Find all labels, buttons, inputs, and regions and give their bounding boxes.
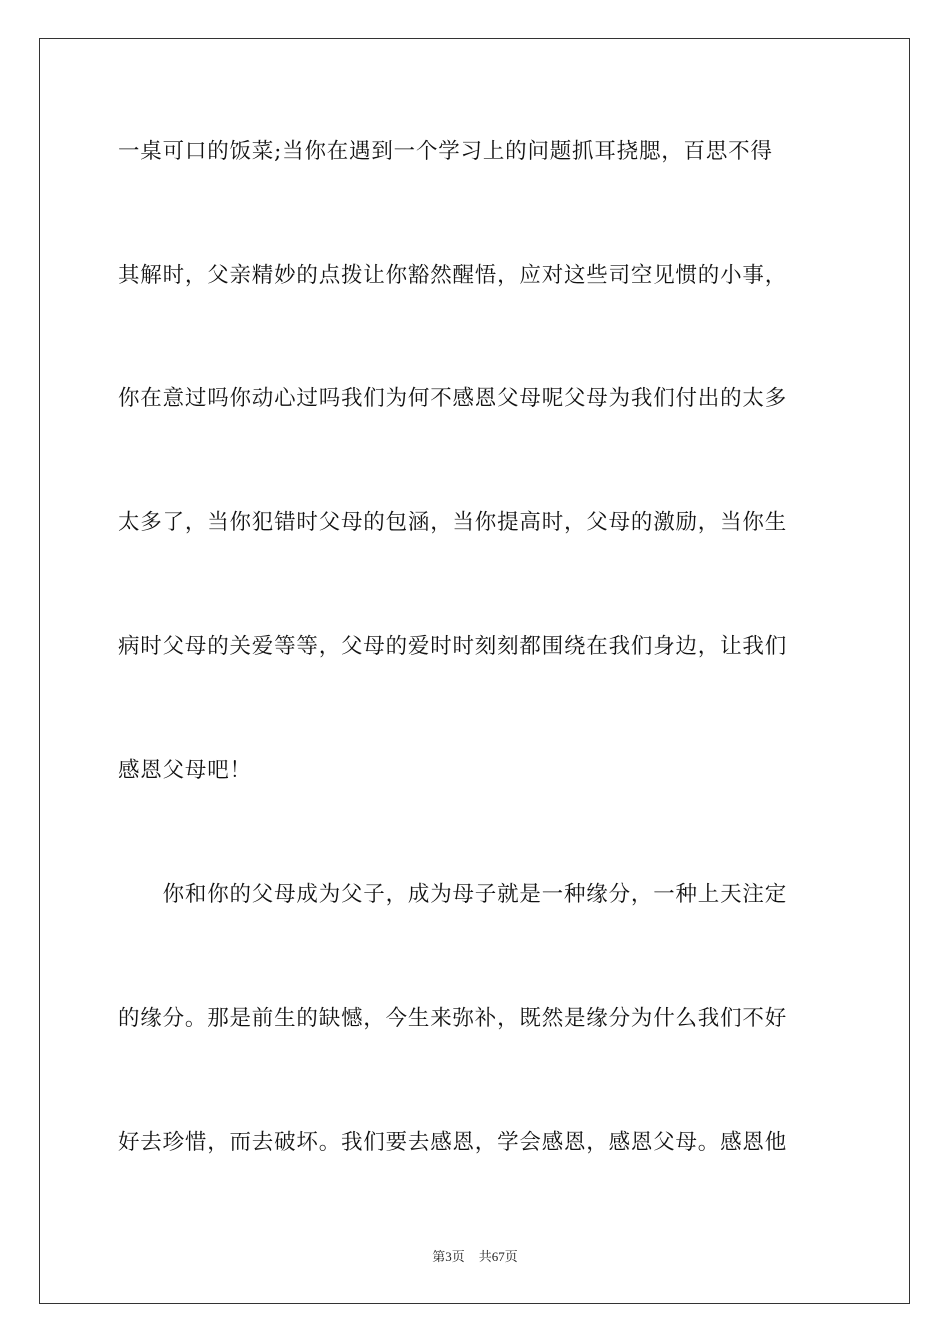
text-line-3: 你在意过吗你动心过吗我们为何不感恩父母呢父母为我们付出的太多 xyxy=(118,386,788,411)
page-footer xyxy=(0,1248,950,1266)
text-line-2: 其解时，父亲精妙的点拨让你豁然醒悟，应对这些司空见惯的小事， xyxy=(118,263,788,288)
text-line-4: 太多了，当你犯错时父母的包涵，当你提高时，父母的激励，当你生 xyxy=(118,510,788,535)
text-line-6: 感恩父母吧！ xyxy=(118,758,252,783)
page-total: 共67页 xyxy=(478,1249,518,1264)
page-number: 第3页 xyxy=(432,1249,465,1264)
text-line-7: 你和你的父母成为父子，成为母子就是一种缘分，一种上天注定 xyxy=(118,882,788,907)
text-line-1: 一桌可口的饭菜;当你在遇到一个学习上的问题抓耳挠腮，百思不得 xyxy=(118,139,773,164)
text-line-9: 好去珍惜，而去破坏。我们要去感恩，学会感恩，感恩父母。感恩他 xyxy=(118,1130,788,1155)
text-line-8: 的缘分。那是前生的缺憾，今生来弥补，既然是缘分为什么我们不好 xyxy=(118,1006,788,1031)
text-line-5: 病时父母的关爱等等，父母的爱时时刻刻都围绕在我们身边，让我们 xyxy=(118,634,788,659)
page-frame xyxy=(39,38,910,1304)
